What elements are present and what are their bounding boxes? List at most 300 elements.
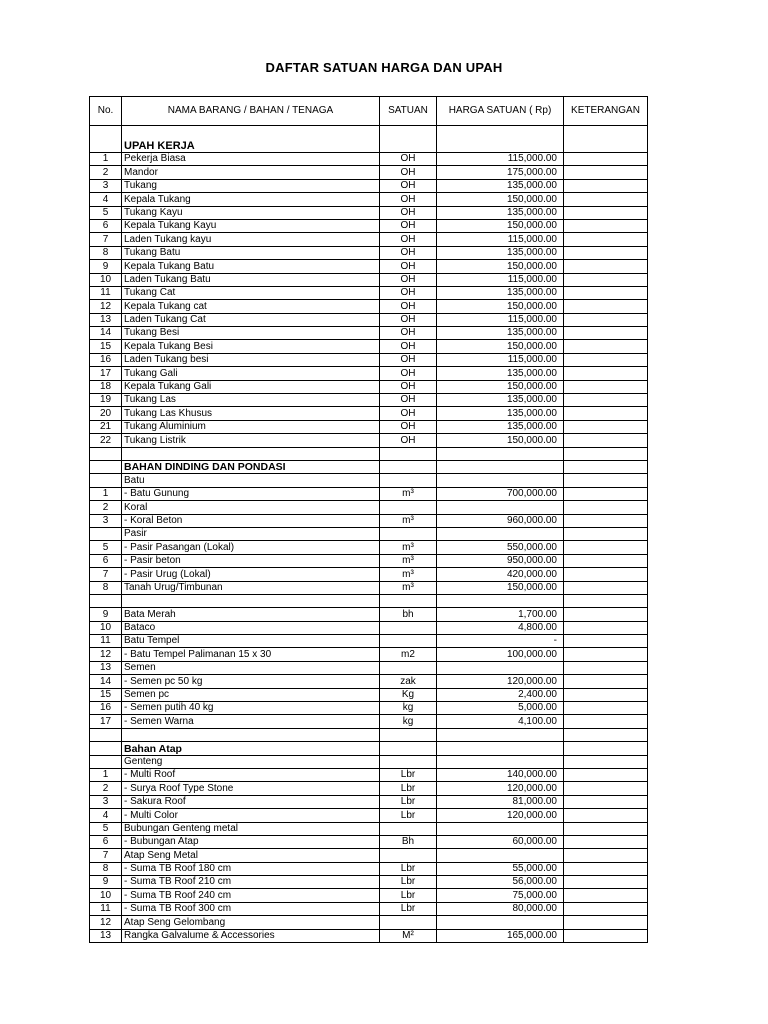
table-row bbox=[90, 929, 648, 942]
cell-keterangan bbox=[564, 286, 648, 299]
cell-harga: 135,000.00 bbox=[437, 206, 564, 219]
cell-nama: - Semen pc 50 kg bbox=[122, 675, 380, 688]
cell-nama: - Multi Roof bbox=[122, 768, 380, 781]
cell-harga: 150,000.00 bbox=[437, 300, 564, 313]
cell-satuan: OH bbox=[380, 327, 437, 340]
cell-satuan: OH bbox=[380, 193, 437, 206]
table-row bbox=[90, 635, 648, 648]
table-row bbox=[90, 487, 648, 500]
table-row bbox=[90, 541, 648, 554]
cell-keterangan bbox=[564, 635, 648, 648]
table-row bbox=[90, 313, 648, 326]
header-harga: HARGA SATUAN ( Rp) bbox=[437, 97, 564, 126]
cell-harga: 960,000.00 bbox=[437, 514, 564, 527]
blank-row bbox=[90, 447, 648, 460]
cell-satuan: OH bbox=[380, 166, 437, 179]
cell-nama: - Pasir Urug (Lokal) bbox=[122, 568, 380, 581]
cell-satuan: Lbr bbox=[380, 809, 437, 822]
cell-keterangan bbox=[564, 621, 648, 634]
cell-satuan: OH bbox=[380, 286, 437, 299]
cell-no: 10 bbox=[90, 621, 122, 634]
cell-no: 4 bbox=[90, 809, 122, 822]
cell-nama: - Suma TB Roof 180 cm bbox=[122, 862, 380, 875]
cell-keterangan bbox=[564, 541, 648, 554]
table-row bbox=[90, 702, 648, 715]
cell-harga bbox=[437, 755, 564, 768]
cell-no bbox=[90, 594, 122, 607]
cell-no bbox=[90, 755, 122, 768]
cell-harga: 60,000.00 bbox=[437, 835, 564, 848]
cell-harga: 150,000.00 bbox=[437, 434, 564, 447]
cell-harga: 550,000.00 bbox=[437, 541, 564, 554]
cell-keterangan bbox=[564, 755, 648, 768]
cell-keterangan bbox=[564, 581, 648, 594]
cell-no: 2 bbox=[90, 782, 122, 795]
cell-satuan bbox=[380, 728, 437, 741]
table-row bbox=[90, 608, 648, 621]
document-title: DAFTAR SATUAN HARGA DAN UPAH bbox=[265, 60, 503, 75]
cell-no: 16 bbox=[90, 702, 122, 715]
table-row bbox=[90, 153, 648, 166]
cell-satuan bbox=[380, 474, 437, 487]
cell-keterangan bbox=[564, 367, 648, 380]
table-row bbox=[90, 916, 648, 929]
cell-keterangan bbox=[564, 206, 648, 219]
cell-no bbox=[90, 126, 122, 153]
cell-keterangan bbox=[564, 233, 648, 246]
cell-keterangan bbox=[564, 715, 648, 728]
cell-no: 14 bbox=[90, 327, 122, 340]
cell-satuan: Lbr bbox=[380, 782, 437, 795]
table-row bbox=[90, 353, 648, 366]
cell-nama: - Semen putih 40 kg bbox=[122, 702, 380, 715]
cell-satuan: kg bbox=[380, 702, 437, 715]
cell-satuan: OH bbox=[380, 300, 437, 313]
cell-no: 12 bbox=[90, 300, 122, 313]
cell-harga: 175,000.00 bbox=[437, 166, 564, 179]
cell-keterangan bbox=[564, 394, 648, 407]
cell-no bbox=[90, 460, 122, 473]
cell-keterangan bbox=[564, 179, 648, 192]
cell-no: 7 bbox=[90, 233, 122, 246]
table-body bbox=[90, 126, 648, 943]
cell-harga: 120,000.00 bbox=[437, 675, 564, 688]
cell-nama: Kepala Tukang bbox=[122, 193, 380, 206]
cell-keterangan bbox=[564, 353, 648, 366]
cell-no: 15 bbox=[90, 340, 122, 353]
cell-nama: Laden Tukang kayu bbox=[122, 233, 380, 246]
price-table bbox=[89, 96, 648, 943]
cell-satuan: OH bbox=[380, 219, 437, 232]
cell-harga: 135,000.00 bbox=[437, 286, 564, 299]
cell-no: 8 bbox=[90, 581, 122, 594]
cell-no: 4 bbox=[90, 193, 122, 206]
cell-satuan: OH bbox=[380, 246, 437, 259]
cell-no: 1 bbox=[90, 487, 122, 500]
cell-satuan: m2 bbox=[380, 648, 437, 661]
cell-nama: Kepala Tukang Gali bbox=[122, 380, 380, 393]
cell-nama: Koral bbox=[122, 501, 380, 514]
cell-keterangan bbox=[564, 782, 648, 795]
cell-nama: Bubungan Genteng metal bbox=[122, 822, 380, 835]
cell-nama: Tukang Las bbox=[122, 394, 380, 407]
table-row bbox=[90, 273, 648, 286]
cell-satuan bbox=[380, 822, 437, 835]
cell-no: 10 bbox=[90, 889, 122, 902]
table-row bbox=[90, 715, 648, 728]
table-row bbox=[90, 675, 648, 688]
cell-harga: 115,000.00 bbox=[437, 273, 564, 286]
cell-nama: - Koral Beton bbox=[122, 514, 380, 527]
cell-no: 21 bbox=[90, 420, 122, 433]
cell-nama: Atap Seng Gelombang bbox=[122, 916, 380, 929]
cell-harga: 135,000.00 bbox=[437, 179, 564, 192]
cell-harga: 4,100.00 bbox=[437, 715, 564, 728]
table-row bbox=[90, 380, 648, 393]
cell-keterangan bbox=[564, 702, 648, 715]
cell-no: 3 bbox=[90, 795, 122, 808]
table-row bbox=[90, 260, 648, 273]
cell-keterangan bbox=[564, 822, 648, 835]
cell-keterangan bbox=[564, 447, 648, 460]
cell-harga: - bbox=[437, 635, 564, 648]
cell-satuan: m³ bbox=[380, 554, 437, 567]
cell-no: 14 bbox=[90, 675, 122, 688]
cell-harga bbox=[437, 474, 564, 487]
cell-keterangan bbox=[564, 260, 648, 273]
cell-no: 5 bbox=[90, 822, 122, 835]
cell-harga: 700,000.00 bbox=[437, 487, 564, 500]
cell-harga: 135,000.00 bbox=[437, 367, 564, 380]
cell-harga: 115,000.00 bbox=[437, 313, 564, 326]
cell-harga: 150,000.00 bbox=[437, 193, 564, 206]
cell-keterangan bbox=[564, 862, 648, 875]
cell-nama: - Sakura Roof bbox=[122, 795, 380, 808]
cell-harga: 950,000.00 bbox=[437, 554, 564, 567]
table-row bbox=[90, 768, 648, 781]
cell-satuan: OH bbox=[380, 394, 437, 407]
table-row bbox=[90, 407, 648, 420]
table-row bbox=[90, 514, 648, 527]
cell-keterangan bbox=[564, 594, 648, 607]
cell-no: 11 bbox=[90, 902, 122, 915]
cell-no: 3 bbox=[90, 514, 122, 527]
table-row bbox=[90, 621, 648, 634]
cell-nama: Laden Tukang Batu bbox=[122, 273, 380, 286]
cell-harga bbox=[437, 527, 564, 540]
cell-satuan bbox=[380, 621, 437, 634]
cell-nama: Tukang Besi bbox=[122, 327, 380, 340]
cell-nama bbox=[122, 447, 380, 460]
table-row bbox=[90, 300, 648, 313]
cell-keterangan bbox=[564, 527, 648, 540]
cell-nama: Tanah Urug/Timbunan bbox=[122, 581, 380, 594]
table-row bbox=[90, 179, 648, 192]
table-row bbox=[90, 889, 648, 902]
cell-no: 6 bbox=[90, 835, 122, 848]
cell-keterangan bbox=[564, 460, 648, 473]
cell-nama: - Semen Warna bbox=[122, 715, 380, 728]
table-row bbox=[90, 367, 648, 380]
cell-no: 11 bbox=[90, 635, 122, 648]
cell-keterangan bbox=[564, 795, 648, 808]
cell-satuan bbox=[380, 460, 437, 473]
cell-keterangan bbox=[564, 916, 648, 929]
cell-satuan bbox=[380, 742, 437, 755]
cell-no: 6 bbox=[90, 219, 122, 232]
cell-no: 17 bbox=[90, 715, 122, 728]
table-row bbox=[90, 795, 648, 808]
cell-no bbox=[90, 474, 122, 487]
table-row bbox=[90, 233, 648, 246]
cell-harga bbox=[437, 822, 564, 835]
table-row bbox=[90, 782, 648, 795]
table-row bbox=[90, 246, 648, 259]
cell-keterangan bbox=[564, 648, 648, 661]
cell-nama: - Bubungan Atap bbox=[122, 835, 380, 848]
cell-keterangan bbox=[564, 474, 648, 487]
cell-satuan: OH bbox=[380, 273, 437, 286]
cell-keterangan bbox=[564, 835, 648, 848]
cell-keterangan bbox=[564, 380, 648, 393]
table-row bbox=[90, 166, 648, 179]
blank-row bbox=[90, 594, 648, 607]
cell-keterangan bbox=[564, 929, 648, 942]
cell-no: 2 bbox=[90, 501, 122, 514]
cell-nama bbox=[122, 728, 380, 741]
cell-keterangan bbox=[564, 768, 648, 781]
cell-harga bbox=[437, 594, 564, 607]
section-header-row bbox=[90, 126, 648, 153]
cell-harga: 150,000.00 bbox=[437, 219, 564, 232]
cell-harga bbox=[437, 126, 564, 153]
cell-no: 16 bbox=[90, 353, 122, 366]
cell-no: 12 bbox=[90, 916, 122, 929]
cell-no: 7 bbox=[90, 568, 122, 581]
cell-no bbox=[90, 742, 122, 755]
cell-satuan: Lbr bbox=[380, 768, 437, 781]
cell-nama: UPAH KERJA bbox=[122, 126, 380, 153]
cell-satuan: Lbr bbox=[380, 876, 437, 889]
table-row bbox=[90, 688, 648, 701]
cell-no: 8 bbox=[90, 862, 122, 875]
cell-keterangan bbox=[564, 219, 648, 232]
cell-no: 20 bbox=[90, 407, 122, 420]
table-row bbox=[90, 822, 648, 835]
cell-satuan bbox=[380, 527, 437, 540]
cell-no: 18 bbox=[90, 380, 122, 393]
cell-harga: 140,000.00 bbox=[437, 768, 564, 781]
cell-satuan: m³ bbox=[380, 514, 437, 527]
table-row bbox=[90, 340, 648, 353]
cell-nama: Atap Seng Metal bbox=[122, 849, 380, 862]
cell-keterangan bbox=[564, 313, 648, 326]
cell-satuan: OH bbox=[380, 206, 437, 219]
cell-harga: 120,000.00 bbox=[437, 782, 564, 795]
cell-harga bbox=[437, 661, 564, 674]
cell-keterangan bbox=[564, 246, 648, 259]
cell-nama: Pasir bbox=[122, 527, 380, 540]
cell-keterangan bbox=[564, 126, 648, 153]
table-row bbox=[90, 286, 648, 299]
cell-no: 1 bbox=[90, 768, 122, 781]
cell-keterangan bbox=[564, 327, 648, 340]
cell-no: 13 bbox=[90, 929, 122, 942]
cell-keterangan bbox=[564, 675, 648, 688]
cell-nama: Batu bbox=[122, 474, 380, 487]
cell-harga bbox=[437, 916, 564, 929]
table-row bbox=[90, 849, 648, 862]
cell-harga bbox=[437, 460, 564, 473]
cell-satuan: kg bbox=[380, 715, 437, 728]
cell-keterangan bbox=[564, 193, 648, 206]
cell-satuan: OH bbox=[380, 153, 437, 166]
cell-keterangan bbox=[564, 407, 648, 420]
cell-satuan bbox=[380, 126, 437, 153]
cell-keterangan bbox=[564, 153, 648, 166]
cell-satuan: OH bbox=[380, 367, 437, 380]
cell-nama: - Batu Tempel Palimanan 15 x 30 bbox=[122, 648, 380, 661]
cell-harga: 150,000.00 bbox=[437, 380, 564, 393]
cell-satuan: m³ bbox=[380, 487, 437, 500]
cell-nama: - Batu Gunung bbox=[122, 487, 380, 500]
table-row bbox=[90, 474, 648, 487]
cell-keterangan bbox=[564, 889, 648, 902]
cell-keterangan bbox=[564, 300, 648, 313]
cell-satuan: OH bbox=[380, 380, 437, 393]
table-row bbox=[90, 876, 648, 889]
cell-harga: 135,000.00 bbox=[437, 394, 564, 407]
cell-satuan: m³ bbox=[380, 541, 437, 554]
cell-keterangan bbox=[564, 340, 648, 353]
cell-satuan: Lbr bbox=[380, 862, 437, 875]
cell-satuan: OH bbox=[380, 420, 437, 433]
table-row bbox=[90, 394, 648, 407]
cell-nama: BAHAN DINDING DAN PONDASI bbox=[122, 460, 380, 473]
cell-no: 3 bbox=[90, 179, 122, 192]
cell-harga: 135,000.00 bbox=[437, 246, 564, 259]
cell-satuan: OH bbox=[380, 233, 437, 246]
table-row bbox=[90, 206, 648, 219]
cell-satuan: OH bbox=[380, 260, 437, 273]
cell-nama: Tukang Kayu bbox=[122, 206, 380, 219]
cell-harga bbox=[437, 849, 564, 862]
cell-harga: 115,000.00 bbox=[437, 233, 564, 246]
table-row bbox=[90, 501, 648, 514]
cell-satuan: Bh bbox=[380, 835, 437, 848]
cell-no: 6 bbox=[90, 554, 122, 567]
cell-satuan: OH bbox=[380, 313, 437, 326]
cell-keterangan bbox=[564, 902, 648, 915]
cell-keterangan bbox=[564, 434, 648, 447]
table-row bbox=[90, 902, 648, 915]
cell-harga: 55,000.00 bbox=[437, 862, 564, 875]
table-row bbox=[90, 327, 648, 340]
cell-satuan: zak bbox=[380, 675, 437, 688]
table-header-row bbox=[90, 97, 648, 126]
cell-satuan bbox=[380, 916, 437, 929]
cell-nama: Tukang Las Khusus bbox=[122, 407, 380, 420]
cell-keterangan bbox=[564, 501, 648, 514]
cell-harga: 120,000.00 bbox=[437, 809, 564, 822]
cell-satuan bbox=[380, 501, 437, 514]
cell-harga bbox=[437, 742, 564, 755]
cell-harga: 56,000.00 bbox=[437, 876, 564, 889]
cell-harga: 81,000.00 bbox=[437, 795, 564, 808]
cell-harga: 115,000.00 bbox=[437, 153, 564, 166]
cell-nama bbox=[122, 594, 380, 607]
cell-keterangan bbox=[564, 742, 648, 755]
cell-nama: Mandor bbox=[122, 166, 380, 179]
cell-harga: 5,000.00 bbox=[437, 702, 564, 715]
table-row bbox=[90, 434, 648, 447]
cell-harga bbox=[437, 501, 564, 514]
cell-harga: 2,400.00 bbox=[437, 688, 564, 701]
cell-harga: 135,000.00 bbox=[437, 420, 564, 433]
cell-satuan: OH bbox=[380, 434, 437, 447]
cell-harga bbox=[437, 447, 564, 460]
cell-satuan: bh bbox=[380, 608, 437, 621]
cell-no bbox=[90, 527, 122, 540]
cell-no: 2 bbox=[90, 166, 122, 179]
cell-no: 12 bbox=[90, 648, 122, 661]
cell-keterangan bbox=[564, 849, 648, 862]
cell-nama: Tukang Listrik bbox=[122, 434, 380, 447]
cell-keterangan bbox=[564, 809, 648, 822]
cell-harga: 135,000.00 bbox=[437, 327, 564, 340]
cell-harga: 1,700.00 bbox=[437, 608, 564, 621]
table-row bbox=[90, 648, 648, 661]
cell-satuan bbox=[380, 447, 437, 460]
cell-nama: Pekerja Biasa bbox=[122, 153, 380, 166]
cell-no: 15 bbox=[90, 688, 122, 701]
cell-nama: - Suma TB Roof 240 cm bbox=[122, 889, 380, 902]
cell-no: 1 bbox=[90, 153, 122, 166]
cell-nama: Kepala Tukang cat bbox=[122, 300, 380, 313]
cell-keterangan bbox=[564, 876, 648, 889]
cell-keterangan bbox=[564, 661, 648, 674]
cell-nama: - Pasir beton bbox=[122, 554, 380, 567]
cell-harga: 150,000.00 bbox=[437, 260, 564, 273]
cell-nama: Genteng bbox=[122, 755, 380, 768]
table-row bbox=[90, 755, 648, 768]
cell-no: 11 bbox=[90, 286, 122, 299]
cell-no: 13 bbox=[90, 661, 122, 674]
cell-nama: - Suma TB Roof 210 cm bbox=[122, 876, 380, 889]
cell-harga: 165,000.00 bbox=[437, 929, 564, 942]
cell-satuan bbox=[380, 661, 437, 674]
cell-satuan: Kg bbox=[380, 688, 437, 701]
cell-nama: - Suma TB Roof 300 cm bbox=[122, 902, 380, 915]
cell-satuan bbox=[380, 755, 437, 768]
table-row bbox=[90, 568, 648, 581]
table-row bbox=[90, 193, 648, 206]
cell-nama: - Surya Roof Type Stone bbox=[122, 782, 380, 795]
table-row bbox=[90, 862, 648, 875]
section-header-row bbox=[90, 460, 648, 473]
cell-satuan bbox=[380, 635, 437, 648]
cell-nama: Laden Tukang besi bbox=[122, 353, 380, 366]
table-row bbox=[90, 581, 648, 594]
table-row bbox=[90, 809, 648, 822]
cell-nama: Laden Tukang Cat bbox=[122, 313, 380, 326]
table-row bbox=[90, 554, 648, 567]
cell-satuan: m³ bbox=[380, 581, 437, 594]
cell-no bbox=[90, 728, 122, 741]
cell-harga: 75,000.00 bbox=[437, 889, 564, 902]
cell-no: 9 bbox=[90, 608, 122, 621]
cell-no: 22 bbox=[90, 434, 122, 447]
